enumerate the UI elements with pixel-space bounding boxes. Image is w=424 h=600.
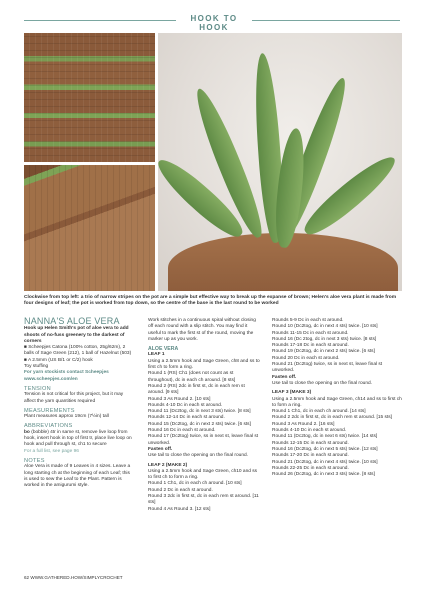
instruction-row: Round 1 (RS) Ch1 (does not count as st throughout), dc in each ch around. [8 sts]: [148, 371, 236, 383]
materials-yarn: ■ Scheepjes Catona (100% cotton, 25g/62m), 2 balls of Sage Green (212), 1 ball of Hazelnut (503): [24, 345, 132, 357]
section-header: [0, 14, 424, 32]
instruction-row: Rounds 4-10 Dc in each st around.: [272, 428, 347, 434]
instruction-row: Round 19 (Dc2tog, dc in next 2 sts) twice. [6 sts]: [272, 349, 375, 355]
instruction-row: Round 20 Dc in each st around.: [272, 355, 340, 361]
notes-text: Aloe Vera is made of 9 Leaves in 4 sizes. Leave a long starting ch at the beginning of each Leaf; this is used to sew the Leaf to the Plant. Pattern is worked in the amigurumi style.: [24, 464, 131, 489]
instruction-row: Round 21 (Dc2tog, dc in next 4 sts) twice. [10 sts]: [272, 459, 378, 465]
pattern-title: NANNA'S ALOE VERA: [24, 316, 120, 326]
abbreviation-entry: [24, 430, 134, 449]
abbreviation-def: (bobble) 4tr in same st, remove live loop from hook, insert hook in top of first tr, place live loop on hook and pull through st, ch1 to secure: [24, 429, 132, 448]
leaf1-intro: Using a 2.5mm hook and Sage Green, ch8 and ss to first ch to form a ring.: [148, 358, 260, 371]
leaf2-intro: Using a 2.5mm hook and Sage Green, ch10 and ss to first ch to form a ring.: [148, 468, 258, 481]
photo-pot-stripes: [24, 33, 155, 162]
measurements-heading: MEASUREMENTS: [24, 407, 75, 414]
instruction-row: Round 21 (Dc2tog) twice, ss in next st, leave final st unworked.: [272, 362, 383, 374]
leaf2-heading: LEAF 2 (MAKE 2): [148, 462, 188, 468]
pattern-intro: Hook up Helen Smith's pot of aloe vera to add shoots of no-fuss greenery to the darkest of corners: [24, 326, 129, 344]
instruction-row: Round 16 Dc in each st around.: [148, 428, 216, 434]
instruction-row: Round 1 Ch1, dc in each ch around. [14 sts]: [272, 409, 366, 415]
instruction-row: Round 26 (Dc2tog, dc in next 3 sts) twice. [8 sts]: [272, 472, 375, 478]
instruction-row: Rounds 5-9 Dc in each st around.: [272, 318, 344, 323]
leaf3-intro: Using a 2.5mm hook and Sage Green, ch14 and ss to first ch to form a ring.: [272, 396, 402, 408]
instruction-row: Round 1 Ch1, dc in each ch around. [10 sts]: [148, 481, 242, 487]
materials-stuffing: Toy stuffing: [24, 364, 49, 370]
materials-hook: ■ A 2.5mm (US B/1 or C/2) hook: [24, 357, 93, 363]
measurements-text: Plant measures approx 19cm (7½in) tall: [24, 414, 109, 420]
column-3: [272, 318, 402, 478]
aloe-heading: ALOE VERA: [148, 346, 179, 353]
instruction-row: Rounds 12-15 Dc in each st around.: [272, 440, 349, 446]
column-2: [148, 318, 260, 513]
instruction-row: Rounds 17-18 Dc in each st around.: [272, 343, 349, 349]
instruction-row: Rounds 11-15 Dc in each st around.: [272, 330, 349, 336]
instruction-row: Round 2 Dc in each st around.: [148, 487, 213, 493]
instruction-row: Round 15 (Dc2tog, dc in next 2 sts) twice. [6 sts]: [148, 421, 251, 427]
instruction-row: Round 17 (Dc2tog) twice, ss in next st, leave final st unworked.: [148, 434, 259, 446]
instruction-row: Rounds 4-10 Dc in each st around.: [148, 402, 223, 408]
photo-aloe-vera: [158, 33, 402, 291]
instruction-row: Round 11 (Dc2tog, dc in next 3 sts) twice. [8 sts]: [148, 409, 251, 415]
instruction-row: Round 16 (Dc 2tog, dc in next 3 sts) twice. [8 sts]: [272, 336, 377, 342]
instruction-row: Round 4 As Round 3. [12 sts]: [148, 506, 211, 512]
stockists: For yarn stockists contact Scheepjes www.scheepjes.com/en: [24, 370, 109, 382]
abbreviations-link: For a full list, see page 96: [24, 448, 79, 454]
tail-note: Use tail to close the opening on the final round.: [272, 380, 373, 386]
fasten-off: Fasten off.: [272, 374, 297, 380]
instruction-row: Round 3 As Round 2. [10 sts]: [148, 396, 211, 402]
tail-note: Use tail to close the opening on the final round.: [148, 453, 249, 459]
instruction-row: Rounds 22-25 Dc in each st around.: [272, 465, 349, 471]
section-title: HOOK TO HOOK: [190, 14, 238, 32]
instruction-row: Round 2 2dc in first st, dc in each rem st around. [15 sts]: [272, 415, 392, 421]
header-rule-right: [252, 20, 400, 21]
header-rule-left: [24, 20, 176, 21]
page-footer: 62 WWW.GATHERED.HOW/SIMPLYCROCHET: [24, 575, 123, 580]
photo-pot-base: [24, 165, 155, 291]
leaf3-heading: LEAF 3 (MAKE 3): [272, 390, 312, 396]
abbreviation-term: bo: [24, 429, 30, 435]
instruction-row: Round 3 2dc in first st, dc in each rem st around. [11 sts]: [148, 494, 259, 506]
tension-heading: TENSION: [24, 385, 51, 392]
fasten-off: Fasten off.: [148, 446, 173, 452]
instruction-row: Round 11 (Dc2tog, dc in next 6 sts) twice. [14 sts]: [272, 434, 378, 440]
abbreviations-heading: ABBREVIATIONS: [24, 423, 73, 430]
instruction-row: Round 2 (RS) 2dc in first st, dc in each rem st around. [9 sts]: [148, 383, 245, 396]
leaf1-heading: LEAF 1: [148, 352, 165, 358]
photo-caption: Clockwise from top left: a trio of narrow stripes on the pot are a simple but effective way to break up the expanse of brown; Helen's aloe vera plant is made from four designs of leaf; the pot is worked from top down, so the centre of the base is the last round to be worked: [24, 295, 397, 307]
instruction-row: Rounds 12-14 Dc in each st around.: [148, 415, 225, 421]
column-1: [24, 318, 134, 489]
spiral-intro: Work stitches in a continuous spiral without closing off each round with a slip stitch. You may find it useful to mark the first st of the round, moving the marker up as you work.: [148, 318, 256, 342]
instruction-row: Rounds 17-20 Dc in each st around.: [272, 453, 349, 459]
tension-text: Tension is not critical for this project, but it may affect the yarn quantities required: [24, 392, 124, 404]
instruction-row: Round 3 As Round 2. [16 sts]: [272, 421, 335, 427]
notes-heading: NOTES: [24, 457, 45, 464]
instruction-row: Round 10 (Dc2tog, dc in next 4 sts) twice. [10 sts]: [272, 324, 378, 330]
instruction-row: Round 16 (Dc2tog, dc in next 5 sts) twice. [12 sts]: [272, 446, 378, 452]
